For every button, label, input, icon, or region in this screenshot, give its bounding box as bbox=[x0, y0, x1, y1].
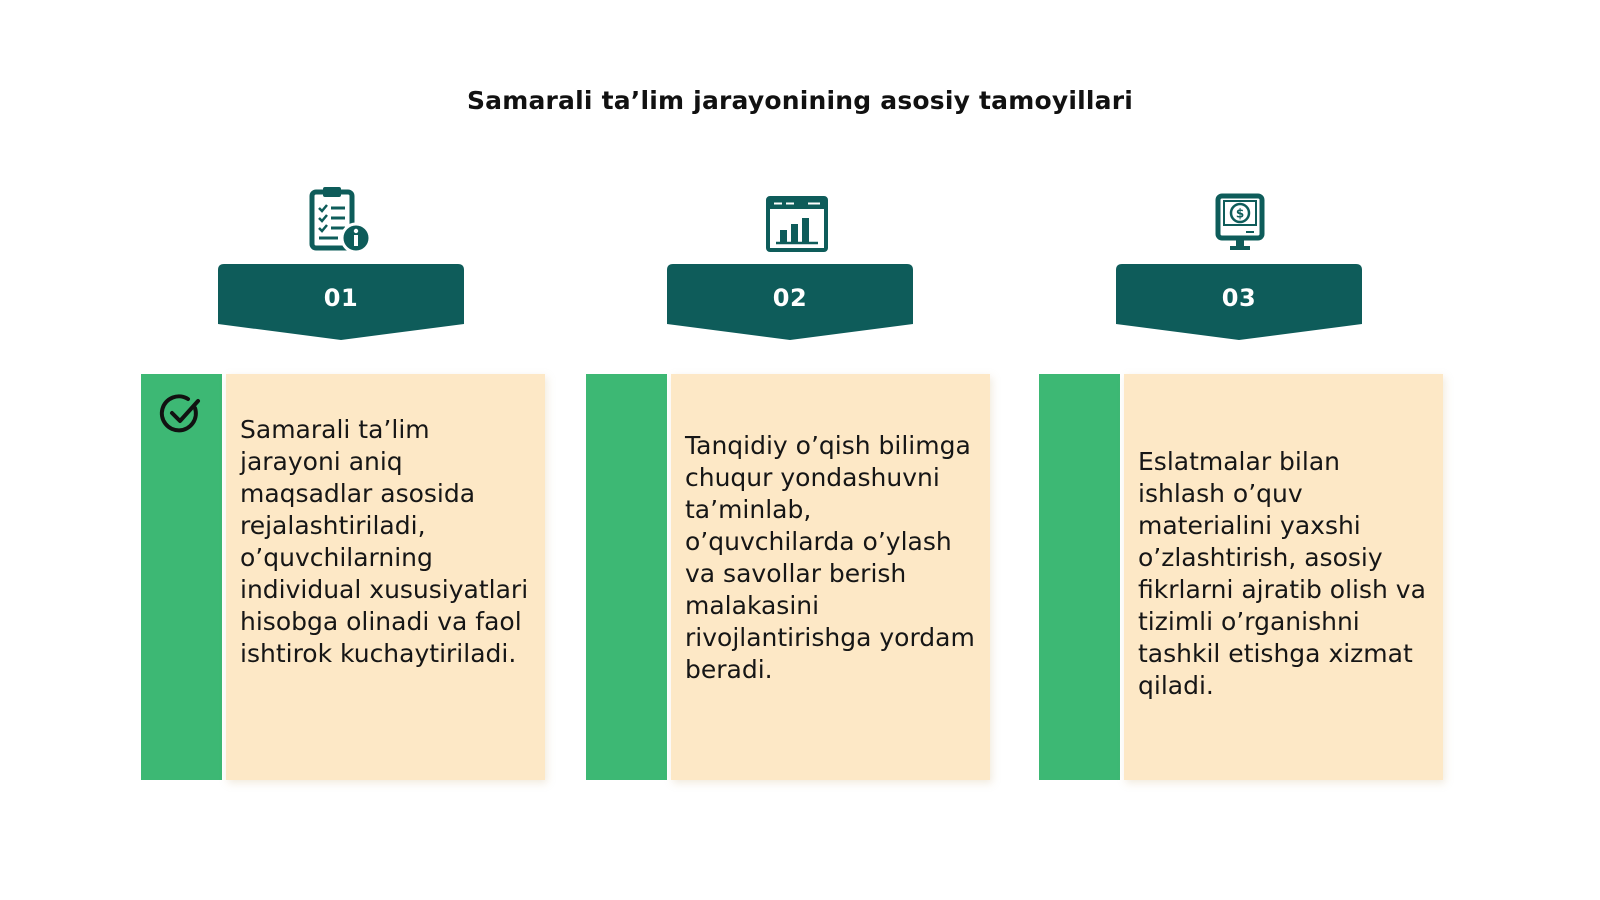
step-card-01 bbox=[141, 374, 545, 780]
step-badge-03 bbox=[1116, 264, 1362, 342]
step-number: 02 bbox=[772, 284, 808, 312]
page-title: Samarali ta’lim jarayonining asosiy tamoyillari bbox=[466, 86, 1134, 115]
card-text: Eslatmalar bilan ishlash o’quv materialini yaxshi o’zlashtirish, asosiy fikrlarni ajratib olish va tizimli o’rganishni tashkil etishga xizmat qiladi. bbox=[1138, 447, 1426, 700]
step-badge-01 bbox=[218, 264, 464, 342]
step-number: 03 bbox=[1221, 284, 1257, 312]
card-body bbox=[226, 374, 545, 780]
step-card-03 bbox=[1039, 374, 1443, 780]
step-card-02 bbox=[586, 374, 990, 780]
clipboard-checklist-icon bbox=[308, 186, 380, 258]
card-body bbox=[671, 374, 990, 780]
bar-chart-window-icon bbox=[764, 186, 836, 258]
card-text: Samarali ta’lim jarayoni aniq maqsadlar asosida rejalashtiriladi, o’quvchilarning individual xususiyatlari hisobga olinadi va faol ishtirok kuchaytiriladi. bbox=[240, 415, 529, 668]
card-accent-strip bbox=[586, 374, 667, 780]
card-text: Tanqidiy o’qish bilimga chuqur yondashuvni ta’minlab, o’quvchilarda o’ylash va savollar berish malakasini rivojlantirishga yordam beradi. bbox=[685, 431, 975, 684]
step-number: 01 bbox=[323, 284, 359, 312]
monitor-dollar-icon bbox=[1208, 186, 1280, 258]
svg-text:$: $ bbox=[1235, 206, 1245, 221]
card-accent-strip bbox=[1039, 374, 1120, 780]
step-badge-02 bbox=[667, 264, 913, 342]
card-accent-strip bbox=[141, 374, 222, 780]
card-body bbox=[1124, 374, 1443, 780]
check-circle-icon bbox=[159, 392, 203, 436]
